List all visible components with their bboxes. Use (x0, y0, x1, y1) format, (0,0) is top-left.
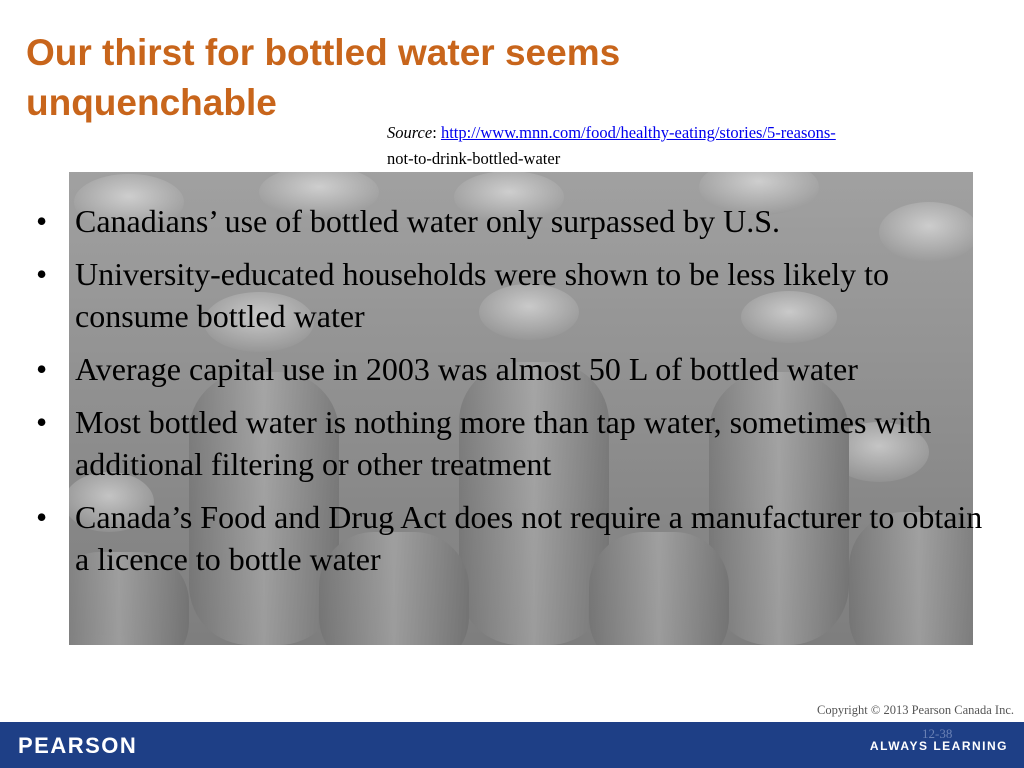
bullet-glyph: • (36, 499, 48, 535)
bullet-item (32, 253, 992, 337)
source-label: Source (387, 123, 433, 142)
bullet-glyph: • (36, 256, 48, 292)
bullet-text: University-educated households were shown to be less likely to consume bottled water (75, 256, 890, 334)
bullet-text: Canadians’ use of bottled water only surpassed by U.S. (75, 203, 781, 239)
bullet-text: Canada’s Food and Drug Act does not require a manufacturer to obtain a licence to bottle water (75, 499, 983, 577)
bullet-list (32, 200, 992, 591)
always-learning-tagline: ALWAYS LEARNING (869, 739, 1008, 753)
bullet-item (32, 401, 992, 485)
source-link[interactable] (441, 123, 836, 142)
bullet-item (32, 348, 992, 390)
source-link-line1: http://www.mnn.com/food/healthy-eating/stories/5-reasons- (440, 123, 836, 142)
bullet-text: Most bottled water is nothing more than tap water, sometimes with additional filtering or other treatment (75, 404, 932, 482)
bullet-text: Average capital use in 2003 was almost 50 L of bottled water (75, 351, 858, 387)
slide-title: Our thirst for bottled water seems unquenchable (26, 32, 621, 123)
bullet-item (32, 496, 992, 580)
bullet-item (32, 200, 992, 242)
bullet-glyph: • (36, 404, 48, 440)
copyright-notice: Copyright © 2013 Pearson Canada Inc. (817, 703, 1014, 717)
footer-bar (0, 722, 1024, 768)
bullet-glyph: • (36, 203, 48, 239)
page-number: 12-38 (922, 726, 953, 741)
source-citation (387, 120, 1012, 172)
bullet-glyph: • (36, 351, 48, 387)
source-separator: : (432, 123, 437, 142)
source-link-line2: not-to-drink-bottled-water (387, 149, 561, 168)
pearson-logo: PEARSON (18, 733, 138, 758)
